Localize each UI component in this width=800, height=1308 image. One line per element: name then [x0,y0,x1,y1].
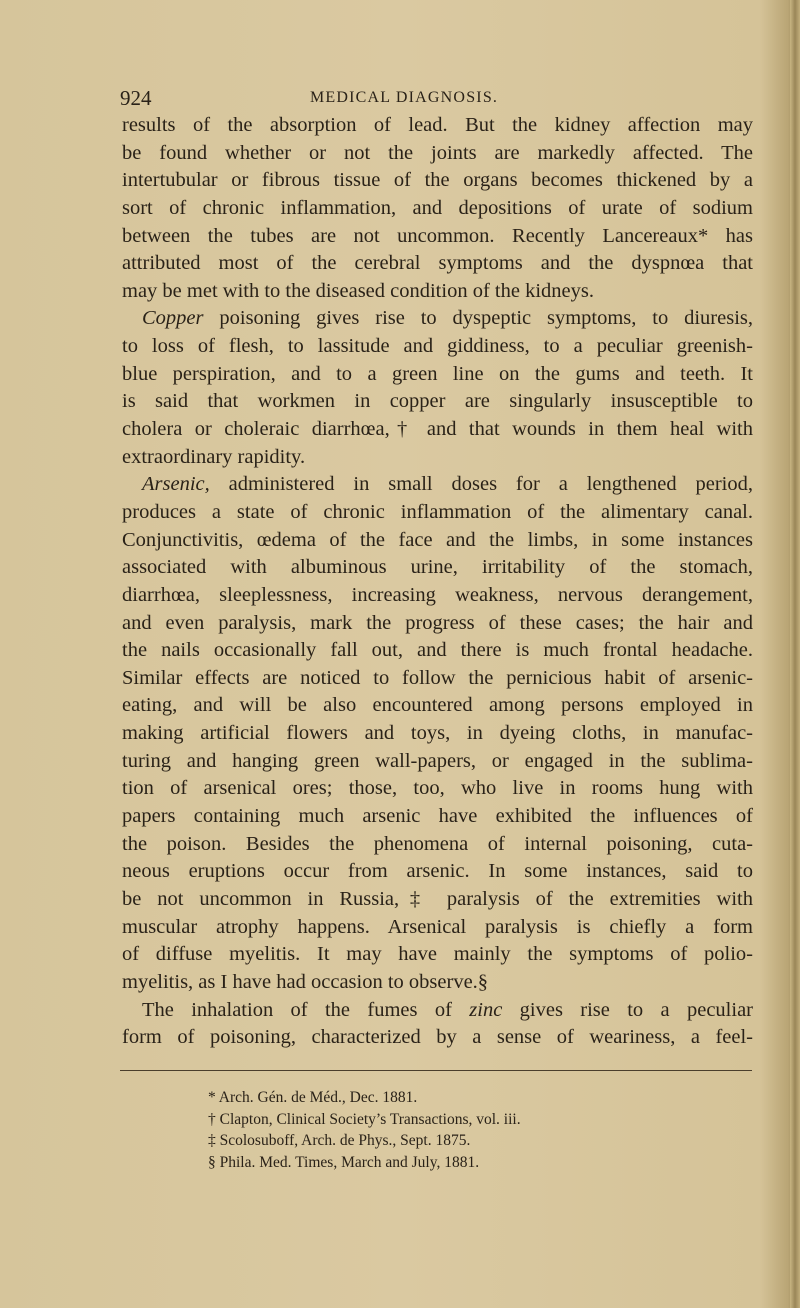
text-segment: between the tubes are not uncommon. Recently Lancereaux* has [122,224,753,247]
text-line [122,167,753,195]
text-segment: the nails occasionally fall out, and there is much frontal headache. [122,639,753,662]
text-line [122,333,753,361]
text-segment: results of the absorption of lead. But the kidney affection may [122,114,753,136]
text-segment: muscular atrophy happens. Arsenical paralysis is chiefly a form [122,915,753,938]
text-line [122,416,753,444]
text-segment: associated with albuminous urine, irritability of the stomach, [122,556,753,579]
text-line [122,858,753,886]
text-segment: be not uncommon in Russia,‡ paralysis of the extremities with [122,887,753,910]
text-line [122,803,753,831]
text-line [122,140,753,168]
italic-term: Arsenic, [142,473,210,496]
text-segment: gives rise to a peculiar [502,998,753,1021]
text-segment: intertubular or fibrous tissue of the organs becomes thickened by a [122,169,753,192]
text-segment: diarrhœa, sleeplessness, increasing weakness, nervous derangement, [122,583,753,606]
text-segment: be found whether or not the joints are markedly affected. The [122,141,753,164]
text-line [122,361,753,389]
text-segment: administered in small doses for a lengthened period, [209,473,753,496]
text-segment: of diffuse myelitis. It may have mainly the symptoms of polio- [122,943,753,966]
text-segment: is said that workmen in copper are singularly insusceptible to [122,390,753,413]
text-line [122,527,753,555]
text-line [122,305,753,333]
text-segment: to loss of flesh, to lassitude and giddiness, to a peculiar greenish- [122,335,753,358]
text-line [122,388,753,416]
text-line [122,914,753,942]
italic-term: Copper [142,307,204,330]
text-segment: the poison. Besides the phenomena of internal poisoning, cuta- [122,832,753,855]
text-segment: papers containing much arsenic have exhibited the influences of [122,805,753,828]
footnote-rule [120,1070,752,1071]
page-header [120,86,752,110]
text-segment: eating, and will be also encountered among persons employed in [122,694,753,717]
text-line [122,720,753,748]
running-head: MEDICAL DIAGNOSIS. [310,89,499,106]
text-line [122,748,753,776]
text-segment: turing and hanging green wall-papers, or engaged in the sublima- [122,749,753,772]
text-line [122,499,753,527]
text-line [122,444,753,472]
text-segment: and even paralysis, mark the progress of these cases; the hair and [122,611,753,634]
text-line [122,610,753,638]
text-line [122,223,753,251]
body-text [122,112,753,1052]
text-segment: form of poisoning, characterized by a sense of weariness, a feel- [122,1026,753,1049]
text-segment: sort of chronic inflammation, and depositions of urate of sodium [122,196,753,219]
text-line [122,665,753,693]
text-segment: poisoning gives rise to dyspeptic symptoms, to diuresis, [203,307,753,330]
footnote: ‡ Scolosuboff, Arch. de Phys., Sept. 1875. [208,1132,471,1150]
text-line [122,886,753,914]
text-segment: neous eruptions occur from arsenic. In some instances, said to [122,860,753,883]
text-line [122,637,753,665]
text-segment: The inhalation of the fumes of [142,998,470,1021]
text-line [122,831,753,859]
text-segment: making artificial flowers and toys, in dyeing cloths, in manufac- [122,722,753,745]
text-segment: attributed most of the cerebral symptoms and the dyspnœa that [122,252,753,275]
footnote: § Phila. Med. Times, March and July, 1881. [208,1154,480,1172]
text-segment: extraordinary rapidity. [122,445,306,468]
text-line [122,112,753,140]
text-segment: Conjunctivitis, œdema of the face and the limbs, in some instances [122,528,753,551]
italic-term: zinc [469,998,503,1021]
text-line [122,997,753,1025]
text-line [122,582,753,610]
text-segment: blue perspiration, and to a green line on the gums and teeth. It [122,362,753,385]
footnote: * Arch. Gén. de Méd., Dec. 1881. [208,1089,418,1106]
footnote: † Clapton, Clinical Society’s Transactions, vol. iii. [208,1110,521,1128]
text-segment: produces a state of chronic inflammation of the alimentary canal. [122,500,753,523]
text-segment: myelitis, as I have had occasion to observe.§ [122,970,489,993]
text-segment: tion of arsenical ores; those, too, who live in rooms hung with [122,777,753,800]
text-line [122,278,753,306]
text-segment: cholera or choleraic diarrhœa,† and that wounds in them heal with [122,418,753,441]
text-line [122,195,753,223]
page-number: 924 [120,86,152,110]
text-segment: Similar effects are noticed to follow the pernicious habit of arsenic- [122,666,753,689]
book-binding-edge [790,0,800,1308]
text-line [122,692,753,720]
text-line [122,250,753,278]
text-line [122,1024,753,1052]
text-segment: may be met with to the diseased condition of the kidneys. [122,279,594,302]
text-line [122,471,753,499]
text-line [122,969,753,997]
text-line [122,941,753,969]
footnotes [208,1087,521,1174]
text-line [122,554,753,582]
text-line [122,775,753,803]
